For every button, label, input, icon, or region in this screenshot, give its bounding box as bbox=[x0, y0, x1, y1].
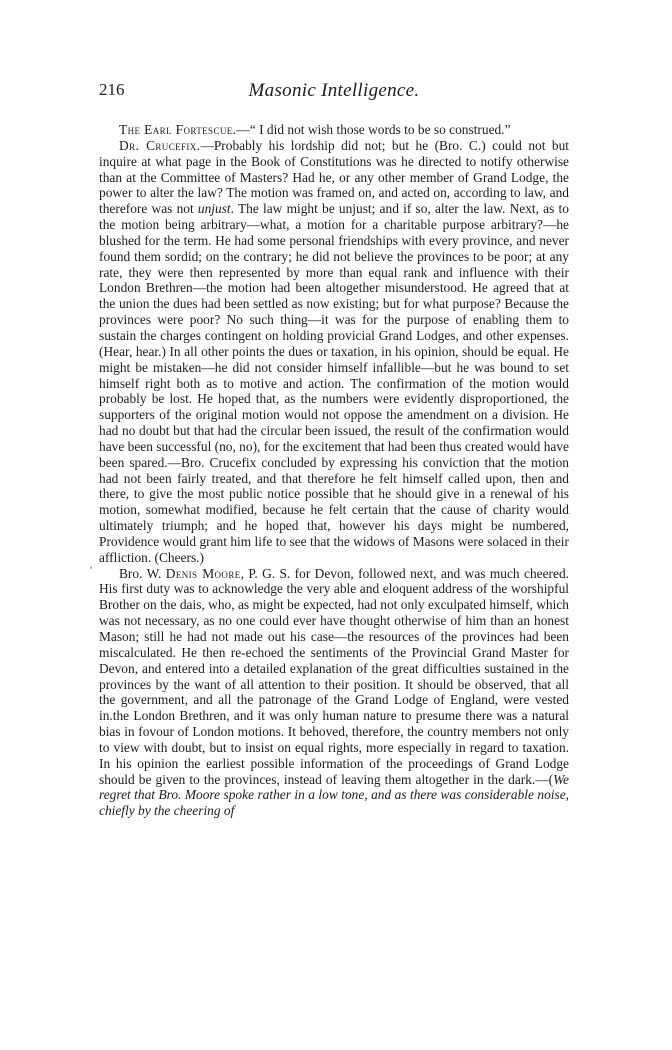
speaker-name: The Earl Fortescue. bbox=[119, 122, 237, 137]
emphasis-text: unjust bbox=[197, 201, 231, 217]
speaker-name: Dr. Crucefix. bbox=[119, 137, 201, 153]
margin-mark: ' bbox=[90, 563, 93, 577]
paragraph-crucefix bbox=[99, 138, 569, 566]
speaker-name: Denis Moore bbox=[165, 565, 241, 581]
speaker-prefix: Bro. W. bbox=[119, 565, 166, 581]
editorial-note: We regret that Bro. Moore spoke rather in a low tone, and as there was considerable noise, chiefly by the cheering of bbox=[99, 771, 569, 819]
paragraph-text: . The law might be unjust; and if so, alter the law. Next, as to the motion being arbitrary—what, a motion for a charitable purpose arbitrary?—he blushed for the term. He had some personal friendships with every province, and never found them sordid; on the contrary; he did not believe the provinces to be poor; at any rate, they were then represented by more than equal rank and influence with their London Brethren—the motion had been altogether misunderstood. He agreed that at the union the dues had been settled as now existing; but for what purpose? Because the provinces were poor? No such thing—it was for the purpose of enabling them to sustain the charges contingent on holding provicial Grand Lodges, and other expenses. (Hear, hear.) In all other points the dues or taxation, in his opinion, should be equal. He might be mistaken—he did not consider himself infallible—but he was bound to set himself right both as to motive and action. The confirmation of the motion would probably be lost. He hoped that, as the numbers were evidently disproportioned, the supporters of the original motion would not oppose the amendment on a division. He had no doubt but that had the circular been issued, the result of the confirmation would have been successful (no, no), for the excitement that had been thus created would have been spared.—Bro. Crucefix concluded by expressing his conviction that the motion had not been fairly treated, and that therefore he felt himself called upon, then and there, to give the most public notice possible that he should give in a renewal of his motion, somewhat modified, because he felt certain that the cause of charity would ultimately triumph; and he hoped that, however his days might be numbered, Providence would grant him life to see that the widows of Masons were solaced in their affliction. (Cheers.) bbox=[99, 201, 569, 565]
paragraph-text: —“ I did not wish those words to be so construed.” bbox=[236, 122, 511, 137]
paragraph-fortescue bbox=[99, 122, 569, 138]
paragraph-moore bbox=[99, 566, 569, 820]
page-number: 216 bbox=[99, 80, 125, 99]
page-header bbox=[99, 80, 569, 110]
paragraph-text: , P. G. S. for Devon, followed next, and was much cheered. His first duty was to acknowledge the very able and eloquent address of the worshipful Brother on the dais, who, as might be expected, had not only exculpated himself, which was not necessary, as no one could ever have thought otherwise of him than an honest Mason; still he had not made out his case—the resources of the provinces had been miscalculated. He then re-echoed the sentiments of the Provincial Grand Master for Devon, and entered into a detailed explanation of the great difficulties sustained in the provinces by the want of all attention to their position. It should be observed, that all the government, and all the patronage of the Grand Lodge of England, were vested in.the London Brethren, and it was only human nature to presume there was a natural bias in fovour of London motions. It behoved, therefore, the country members not only to view with doubt, but to insist on equal rights, more especially in regard to taxation. In his opinion the earliest possible information of the proceedings of Grand Lodge should be given to the provinces, instead of leaving them altogether in the dark.—( bbox=[99, 565, 569, 787]
running-title: Masonic Intelligence. bbox=[248, 80, 420, 101]
article-body bbox=[99, 122, 569, 819]
paragraph-text: —Probably his lordship did not; but he (Bro. C.) could not but inquire at what page in the Book of Constitutions was he directed to notify otherwise than at the Committee of Masters? Had he, or any other member of Grand Lodge, the power to alter the law? The motion was framed on, and acted on, according to law, and therefore was not bbox=[99, 137, 569, 217]
